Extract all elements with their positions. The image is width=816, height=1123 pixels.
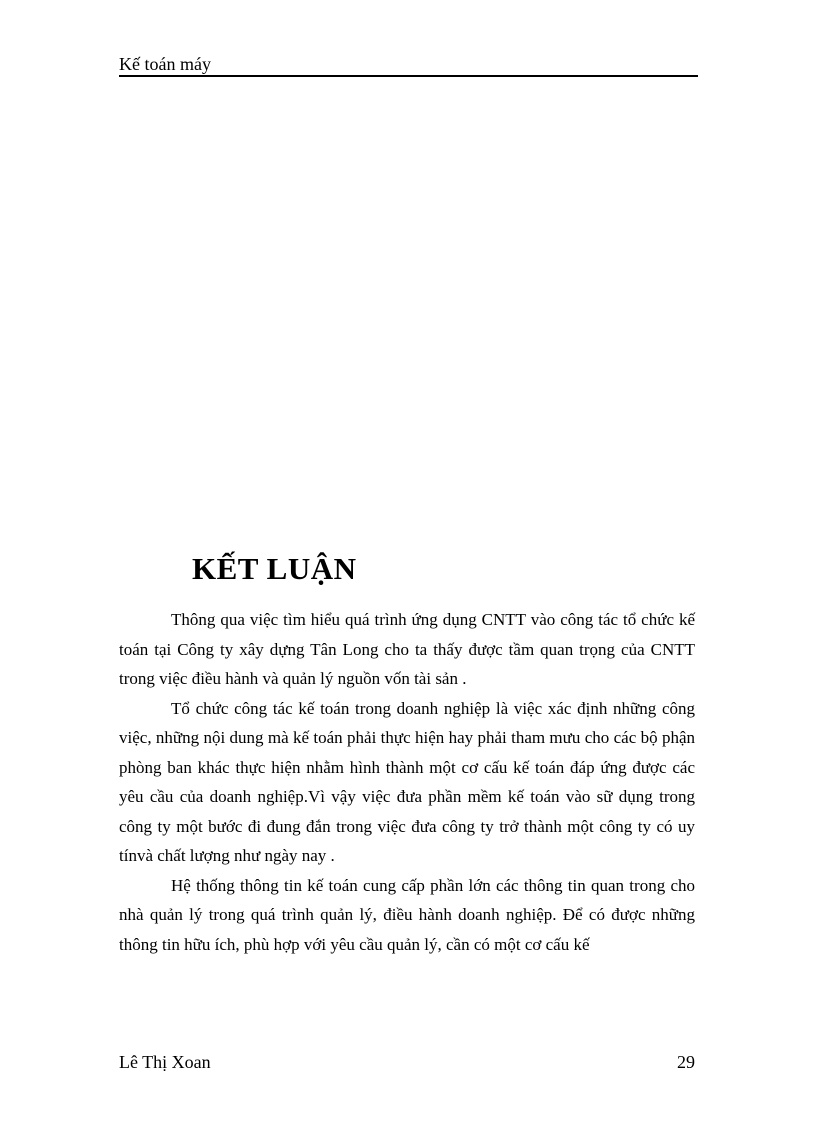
page-number: 29 [677, 1052, 695, 1072]
footer-author: Lê Thị Xoan [119, 1052, 211, 1072]
body-text [119, 605, 695, 959]
paragraph-1: Thông qua việc tìm hiểu quá trình ứng dụng CNTT vào công tác tổ chức kế toán tại Công ty xây dựng Tân Long cho ta thấy được tầm quan trọng của CNTT trong việc điều hành và quản lý nguồn vốn tài sản . [119, 610, 695, 688]
paragraph-2: Tổ chức công tác kế toán trong doanh nghiệp là việc xác định những công việc, những nội dung mà kế toán phải thực hiện hay phải tham mưu cho các bộ phận phòng ban khác thực hiện nhằm hình thành một cơ cấu kế toán đáp ứng được các yêu cầu của doanh nghiệp.Vì vậy việc đưa phần mềm kế toán vào sữ dụng trong công ty một bước đi đung đắn trong việc đưa công ty trở thành một công ty có uy tínvà chất lượng như ngày nay . [119, 698, 695, 865]
section-heading: KẾT LUẬN [192, 551, 357, 586]
paragraph-3: Hệ thống thông tin kế toán cung cấp phần lớn các thông tin quan trong cho nhà quản lý trong quá trình quản lý, điều hành doanh nghiệp. Để có được những thông tin hữu ích, phù hợp với yêu cầu quản lý, cần có một cơ cấu kế [119, 875, 695, 954]
header-divider [119, 75, 698, 77]
header-title: Kế toán máy [119, 54, 211, 74]
